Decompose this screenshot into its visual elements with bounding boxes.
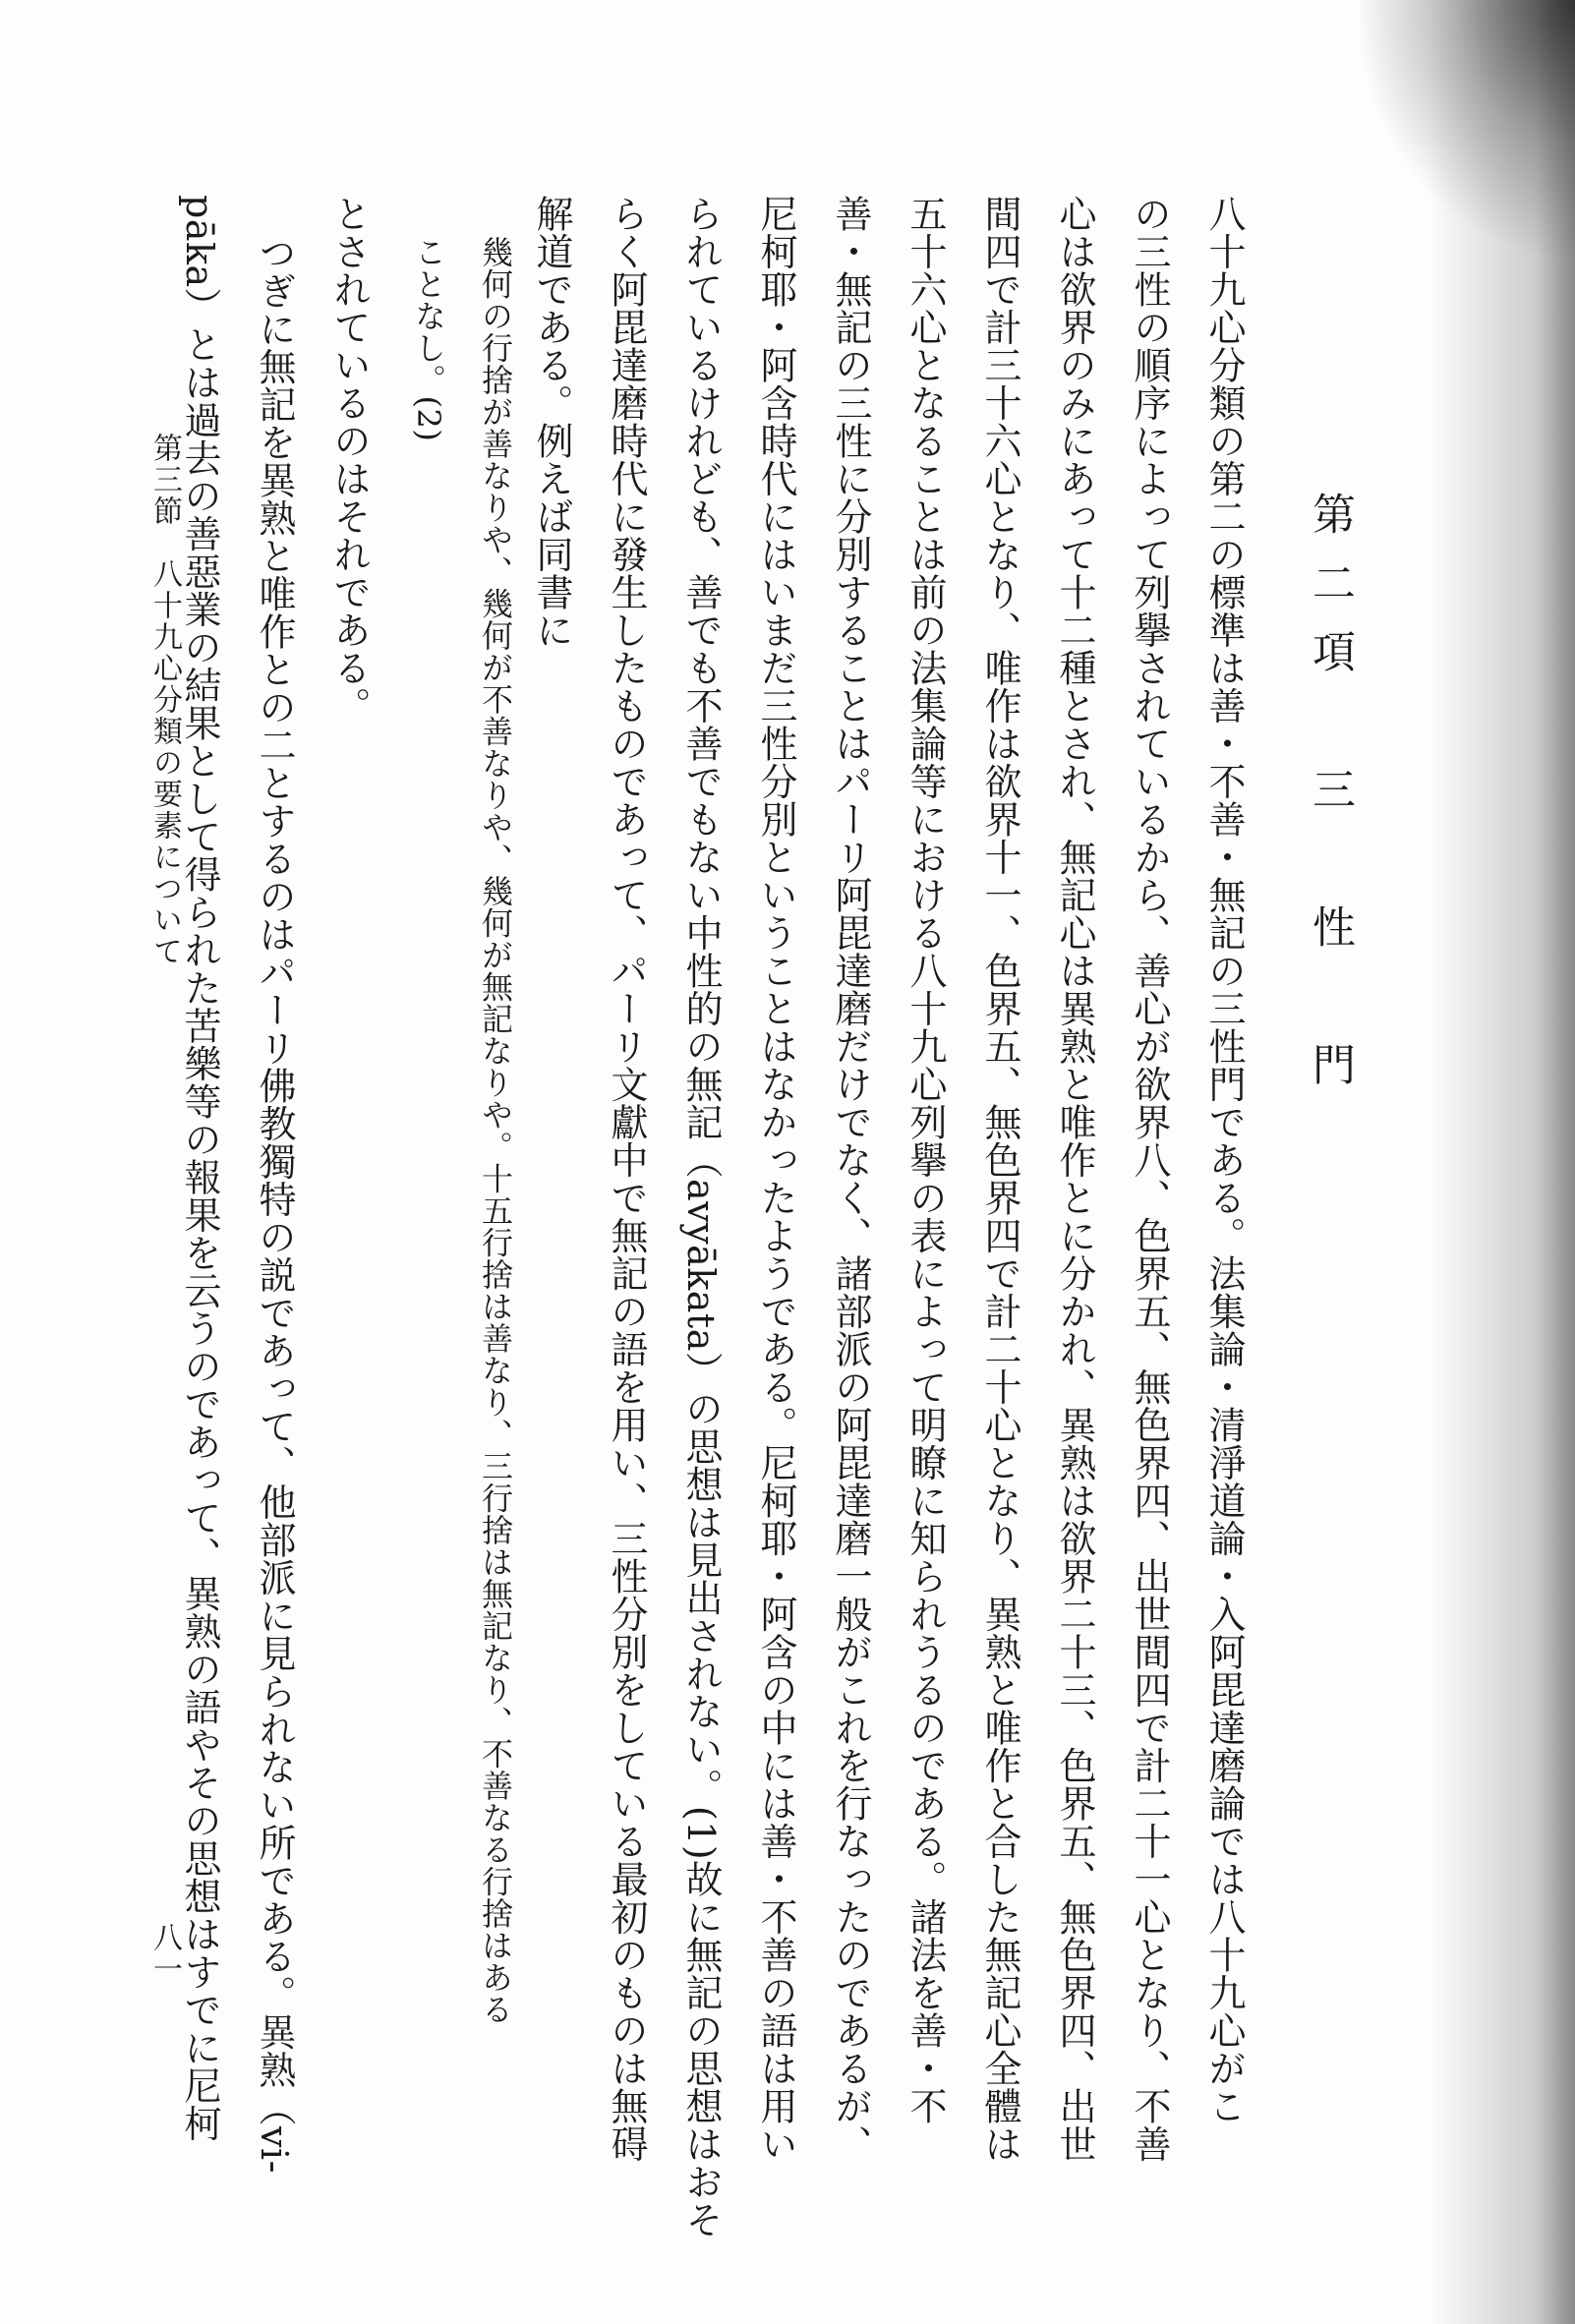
body-column-3: 心は欲界のみにあって十二種とされ、無記心は異熟と唯作とに分かれ、異熟は欲界二十三、色界五、無色界四、出世 <box>1053 195 1096 2163</box>
body-column-5: 五十六心となることは前の法集論等における八十九心列擧の表によって明瞭に知られうるのである。諸法を善・不 <box>904 195 947 2125</box>
scan-shadow-edge <box>1428 0 1575 2324</box>
body-column-11: とされているのはそれである。 <box>327 195 371 725</box>
body-column-8: られているけれども、善でも不善でもない中性的の無記（avyākata）の思想は見出されない。(1)故に無記の思想はおそ <box>679 195 723 2239</box>
body-column-6: 善・無記の三性に分別することはパーリ阿毘達磨だけでなく、諸部派の阿毘達磨一般がこれを行なったのであるが、 <box>829 195 872 2163</box>
quote-column-2: ことなし。(2) <box>410 236 447 442</box>
body-column-7: 尼柯耶・阿含時代にはいまだ三性分別ということはなかったようである。尼柯耶・阿含の中には善・不善の語は用い <box>754 195 797 2163</box>
body-column-4: 間四で計三十六心となり、唯作は欲界十一、色界五、無色界四で計二十心となり、異熟と唯作と合した無記心全體は <box>978 195 1021 2163</box>
page-number: 八一 <box>147 1922 182 1985</box>
body-column-13: pāka）とは過去の善惡業の結果として得られた苦樂等の報果を云うのであって、異熟の語やその思想はすでに尼柯 <box>178 195 221 2143</box>
quote-column-1: 幾何の行捨が善なりや、幾何が不善なりや、幾何が無記なりや。十五行捨は善なり、三行捨は無記なり、不善なる行捨はある <box>477 236 514 2025</box>
body-column-2: の三性の順序によって列擧されているから、善心が欲界八、色界五、無色界四、出世間四で計二十一心となり、不善 <box>1128 195 1171 2163</box>
running-footer: 第三節 八十九心分類の要素について <box>147 433 182 967</box>
scan-shadow-corner <box>1359 0 1575 256</box>
body-column-9: らく阿毘達磨時代に發生したものであって、パーリ文獻中で無記の語を用い、三性分別をしている最初のものは無碍 <box>605 195 648 2163</box>
body-column-1: 八十九心分類の第二の標準は善・不善・無記の三性門である。法集論・清淨道論・入阿毘達磨論では八十九心がこ <box>1202 195 1246 2125</box>
body-column-10: 解道である。例えば同書に <box>530 195 573 649</box>
section-heading: 第二項 三 性 門 <box>1305 492 1355 1111</box>
body-column-12: つぎに無記を異熟と唯作との二とするのはパーリ佛教獨特の説であって、他部派に見られない所である。異熟（vi- <box>253 234 296 2174</box>
